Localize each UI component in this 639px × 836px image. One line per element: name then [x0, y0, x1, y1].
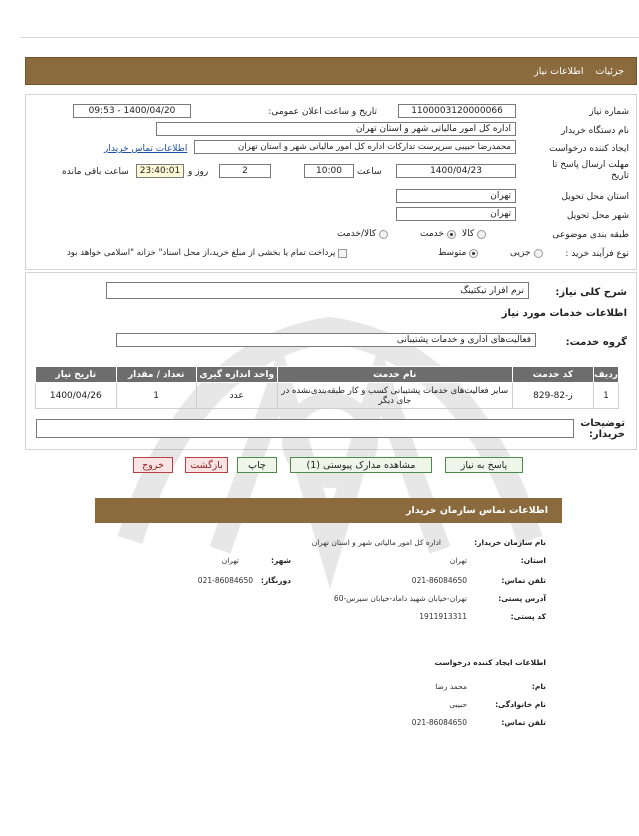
phone-value: 021-86084650 [411, 576, 467, 585]
remaining-time-field: 23:40:01 [136, 164, 184, 178]
process-label: نوع فرآیند خرید : [565, 249, 629, 259]
creator-name-label: نام: [531, 682, 546, 691]
need-number-field: 1100003120000066 [398, 104, 516, 118]
days-label: روز و [188, 167, 209, 177]
service-group-field: فعالیت‌های اداری و خدمات پشتیبانی [116, 333, 536, 347]
time-label: ساعت [357, 167, 382, 177]
services-table [35, 366, 619, 409]
reply-button[interactable]: پاسخ به نیاز [445, 457, 523, 473]
deadline-date-field: 1400/04/23 [396, 164, 516, 178]
need-details-panel [25, 94, 637, 270]
table-row [36, 383, 619, 409]
phone-label: تلفن تماس: [501, 576, 546, 585]
creator-label: ایجاد کننده درخواست [549, 144, 629, 154]
buyer-notes-label: توضیحات خریدار: [580, 418, 625, 440]
announce-datetime-field: 1400/04/20 - 09:53 [73, 104, 191, 118]
top-divider [20, 37, 639, 38]
attachments-button[interactable]: مشاهده مدارک پیوستی (1) [290, 457, 432, 473]
city-contact-label: شهر: [271, 556, 291, 565]
creator-family-value: حبیبی [449, 700, 467, 709]
city-contact-value: تهران [221, 556, 239, 565]
page-header [25, 57, 637, 85]
back-button[interactable]: بازگشت [185, 457, 228, 473]
org-value: اداره کل امور مالیاتی شهر و استان تهران [311, 538, 441, 547]
category-service-option[interactable]: خدمت [420, 229, 456, 239]
col-quantity: تعداد / مقدار [116, 367, 196, 383]
print-button[interactable]: چاپ [237, 457, 277, 473]
treasury-payment-checkbox[interactable]: پرداخت تمام یا بخشی از مبلغ خرید،از محل اسناد" خزانه "اسلامی خواهد بود [67, 248, 347, 258]
creator-phone-label: تلفن تماس: [501, 718, 546, 727]
creator-family-label: نام خانوادگی: [495, 700, 546, 709]
creator-phone-value: 021-86084650 [411, 718, 467, 727]
category-goods-option[interactable]: کالا [462, 229, 486, 239]
province-contact-label: استان: [520, 556, 546, 565]
contact-section-title: اطلاعات تماس سازمان خریدار [95, 498, 562, 523]
cell-service-code: ز-82-829 [512, 383, 593, 409]
summary-label: شرح کلی نیاز: [555, 287, 627, 298]
service-group-label: گروه خدمت: [565, 337, 627, 348]
process-medium-option[interactable]: متوسط [438, 248, 478, 258]
col-service-name: نام خدمت [277, 367, 512, 383]
fax-value: 021-86084650 [197, 576, 253, 585]
exit-button[interactable]: خروج [133, 457, 173, 473]
fax-label: دورنگار: [260, 576, 291, 585]
buyer-field: اداره کل امور مالیاتی شهر و استان تهران [156, 122, 516, 136]
postal-label: کد پستی: [510, 612, 546, 621]
col-need-date: تاریخ نیاز [36, 367, 117, 383]
breadcrumb-details[interactable]: جزئیات [595, 65, 624, 77]
deadline-label: مهلت ارسال پاسخ تا تاریخ [552, 160, 629, 181]
col-unit: واحد اندازه گیری [196, 367, 277, 383]
creator-name-value: محمد رضا [435, 682, 467, 691]
services-title: اطلاعات خدمات مورد نیاز [501, 308, 627, 319]
deadline-time-field: 10:00 [304, 164, 354, 178]
col-row-number: ردیف [594, 367, 619, 383]
days-field: 2 [219, 164, 271, 178]
province-label: استان محل تحویل [561, 192, 629, 202]
buyer-notes-field [36, 419, 574, 438]
category-goods-service-option[interactable]: کالا/خدمت [337, 229, 388, 239]
announce-label: تاریخ و ساعت اعلان عمومی: [268, 107, 377, 117]
summary-field: نرم افزار تیکتینگ [106, 282, 529, 299]
province-field: تهران [396, 189, 516, 203]
category-label: طبقه بندی موضوعی [552, 230, 629, 240]
cell-unit: عدد [196, 383, 277, 409]
province-contact-value: تهران [449, 556, 467, 565]
cell-need-date: 1400/04/26 [36, 383, 117, 409]
address-label: آدرس پستی: [498, 594, 546, 603]
city-label: شهر محل تحویل [566, 211, 629, 221]
breadcrumb-need-info: اطلاعات نیاز [534, 65, 584, 77]
remaining-label: ساعت باقی مانده [62, 167, 129, 177]
process-partial-option[interactable]: جزیی [510, 248, 543, 258]
table-header-row [36, 367, 619, 383]
creator-section-title: اطلاعات ایجاد کننده درخواست [434, 658, 546, 667]
col-service-code: کد خدمت [512, 367, 593, 383]
city-field: تهران [396, 207, 516, 221]
address-value: تهران-خیابان شهید داماد-خیابان سیرس-60 [333, 594, 467, 603]
postal-value: 1911913311 [419, 612, 467, 621]
cell-service-name: سایر فعالیت‌های خدمات پشتیبانی کسب و کار طبقه‌بندی‌نشده در جای دیگر [277, 383, 512, 409]
cell-row-number: 1 [594, 383, 619, 409]
org-label: نام سازمان خریدار: [474, 538, 546, 547]
buyer-contact-link[interactable]: اطلاعات تماس خریدار [104, 144, 188, 154]
buyer-label: نام دستگاه خریدار [561, 126, 629, 136]
creator-field: محمدرضا حبیبی سرپرست تداركات اداره کل امور مالیاتی شهر و استان تهران [194, 140, 516, 154]
need-number-label: شماره نیاز [589, 107, 629, 117]
cell-quantity: 1 [116, 383, 196, 409]
